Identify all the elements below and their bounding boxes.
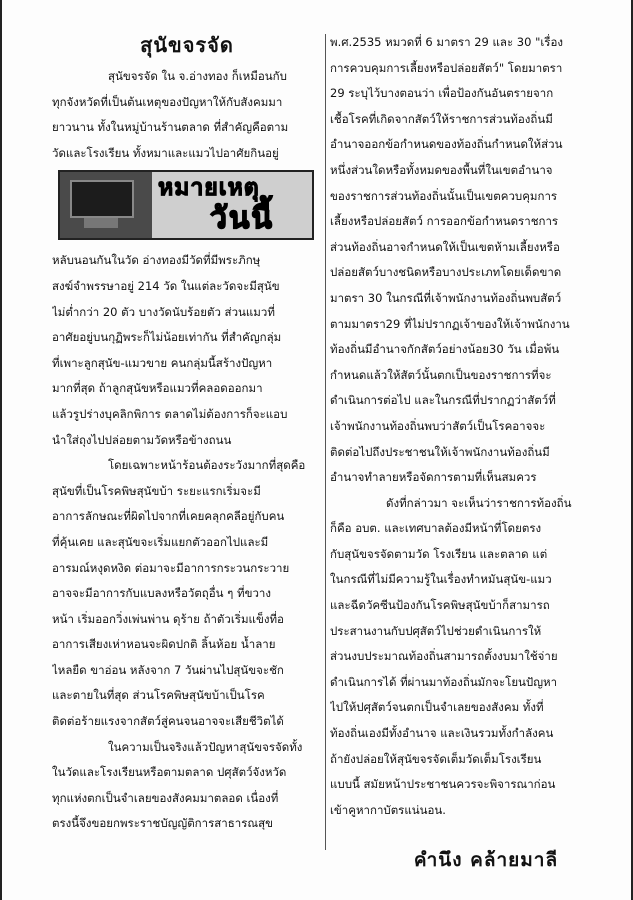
text-line: หนึ่งส่วนใดหรือทั้งหมดของพื้นที่ในเขตอำนาจ (330, 162, 553, 177)
left-bottom-paragraph (52, 453, 322, 837)
text-line: ในความเป็นจริงแล้วปัญหาสุนัขจรจัดทั้ง (108, 739, 303, 754)
text-line: ท้องถิ่นมีอำนาจกักสัตว์อย่างน้อย30 วัน เมื่อพ้น (330, 342, 560, 357)
text-line: ที่เพาะลูกสุนัข-แมวขาย คนกลุ่มนี้สร้างปัญหา (52, 355, 273, 370)
text-line: อำนาจออกข้อกำหนดของท้องถิ่นกำหนดให้ส่วน (330, 137, 563, 152)
column-title: สุนัขจรจัด (140, 33, 234, 57)
right-column (330, 30, 596, 823)
text-line: มาตรา 30 ในกรณีที่เจ้าพนักงานท้องถิ่นพบสัตว์ (330, 290, 562, 305)
text-line: ไหลยืด ขาอ่อน หลังจาก 7 วันผ่านไปสุนัขจะชัก (52, 662, 284, 677)
text-line: ก็คือ อบต. และเทศบาลต้องมีหน้าที่โดยตรง (330, 521, 542, 536)
text-line: ติดต่อร้ายแรงจากสัตว์สู่คนจนอาจจะเสียชีวิตได้ (52, 714, 284, 729)
text-line: ประสานงานกับปศุสัตว์ไปช่วยดำเนินการให้ (330, 623, 542, 638)
text-line: กำหนดแล้วให้สัตว์นั้นตกเป็นของราชการที่จะ (330, 367, 552, 382)
text-line: และตายในที่สุด ส่วนโรคพิษสุนัขบ้าเป็นโรค (52, 688, 265, 703)
text-line: ถ้ายังปล่อยให้สุนัขจรจัดเต็มวัดเต็มโรงเรียน (330, 751, 542, 766)
banner-title-line1: หมายเหตุ (158, 175, 260, 202)
left-mid-paragraph (52, 248, 322, 453)
text-line: ไม่ต่ำกว่า 20 ตัว บางวัดนับร้อยตัว ส่วนแมวที่ (52, 304, 275, 319)
right-body (330, 30, 596, 823)
text-line: ไปให้ปศุสัตว์จนตกเป็นจำเลยของสังคม ทั้งที่ (330, 700, 544, 715)
text-line: อาจจะมีอาการกับแบลงหรือวัตถุอื่น ๆ ที่ขวาง (52, 586, 271, 601)
text-line: พ.ศ.2535 หมวดที่ 6 มาตรา 29 และ 30 "เรื่อง (330, 35, 563, 49)
text-line: เจ้าพนักงานท้องถิ่นพบว่าสัตว์เป็นโรคอาจจะ (330, 418, 546, 433)
text-line: ติดต่อไปถึงประชาชนให้เจ้าพนักงานท้องถิ่นมี (330, 444, 550, 459)
text-line: ท้องถิ่นเองมีทั้งอำนาจ และเงินรวมทั้งกำลังคน (330, 726, 554, 741)
text-line: วัดและโรงเรียน ทั้งหมาและแมวไปอาศัยกินอยู่ (52, 145, 279, 160)
text-line: ตรงนี้จึงขอยกพระราชบัญญัติการสาธารณสุข (52, 816, 273, 831)
text-line: เลี้ยงหรือปล่อยสัตว์ การออกข้อกำหนดราชการ (330, 214, 559, 229)
text-line: ในกรณีที่ไม่มีความรู้ในเรื่องทำหมันสุนัข-แมว (330, 572, 552, 587)
text-line: การควบคุมการเลี้ยงหรือปล่อยสัตว์" โดยมาตรา (330, 60, 563, 75)
monitor-base (84, 218, 118, 228)
text-line: ที่คุ้นเคย และสุนัขจะเริ่มแยกตัวออกไปและมี (52, 534, 269, 549)
computer-photo (60, 172, 152, 238)
text-line: กับสุนัขจรจัดตามวัด โรงเรียน และตลาด แต่ (330, 546, 548, 561)
text-line: และฉีดวัคซีนป้องกันโรคพิษสุนัขบ้าก็สามารถ (330, 598, 550, 613)
text-line: ส่วนงบประมาณท้องถิ่นสามารถตั้งงบมาใช้จ่าย (330, 649, 558, 664)
text-line: โดยเฉพาะหน้าร้อนต้องระวังมากที่สุดคือ (108, 458, 306, 473)
column-banner (58, 170, 314, 240)
monitor-screen (70, 180, 134, 218)
text-line: เข้าคูหากาบัตรแน่นอน. (330, 802, 446, 817)
text-line: หลับนอนกันในวัด อ่างทองมีวัดที่มีพระภิกษุ (52, 253, 261, 268)
text-line: ของราชการส่วนท้องถิ่นนั้นเป็นเขตควบคุมการ (330, 188, 558, 203)
left-top-paragraph (52, 64, 322, 166)
text-line: แบบนี้ สมัยหน้าประชาชนควรจะพิจารณาก่อน (330, 777, 556, 792)
left-column (52, 30, 322, 837)
text-line: ดำเนินการได้ ที่ผ่านมาท้องถิ่นมักจะโยนปัญหา (330, 674, 558, 689)
text-line: อารมณ์หงุดหงิด ต่อมาจะมีอาการกระวนกระวาย (52, 560, 290, 575)
text-line: สงฆ์จำพรรษาอยู่ 214 วัด ในแต่ละวัดจะมีสุนัข (52, 278, 280, 293)
text-line: ทุกแห่งตกเป็นจำเลยของสังคมมาตลอด เนื่องที่ (52, 790, 279, 805)
text-line: สุนัขที่เป็นโรคพิษสุนัขบ้า ระยะแรกเริ่มจะมี (52, 483, 261, 498)
text-line: เชื้อโรคที่เกิดจากสัตว์ให้ราชการส่วนท้องถิ่นมี (330, 111, 553, 126)
text-line: มากที่สุด ถ้าลูกสุนัขหรือแมวที่คลอดออกมา (52, 381, 263, 396)
text-line: อาการลักษณะที่ผิดไปจากที่เคยคลุกคลีอยู่กับคน (52, 509, 285, 524)
banner-title-line2: วันนี้ (210, 201, 274, 237)
text-line: 29 ระบุไว้บางตอนว่า เพื่อป้องกันอันตรายจาก (330, 86, 554, 101)
text-line: หน้า เริ่มออกวิ่งเพ่นพ่าน ดุร้าย ถ้าตัวเริ่มแข็งที่อ (52, 611, 284, 626)
text-line: อาการเสียงเห่าหอนจะผิดปกติ ลิ้นห้อย น้ำลาย (52, 637, 276, 652)
text-line: นำใส่ถุงไปปล่อยตามวัดหรือข้างถนน (52, 432, 232, 447)
text-line: ปล่อยสัตว์บางชนิดหรือบางประเภทโดยเด็ดขาด (330, 265, 562, 280)
text-line: ดังที่กล่าวมา จะเห็นว่าราชการท้องถิ่น (386, 495, 572, 510)
text-line: ในวัดและโรงเรียนหรือตามตลาด ปศุสัตว์จังหวัด (52, 765, 287, 780)
text-line: ยาวนาน ทั้งในหมู่บ้านร้านตลาด ที่สำคัญคือตาม (52, 120, 289, 135)
text-line: อาศัยอยู่บนกุฏิพระก็ไม่น้อยเท่ากัน ที่สำคัญกลุ่ม (52, 330, 282, 345)
column-divider (325, 34, 326, 850)
text-line: ดำเนินการต่อไป และในกรณีที่ปรากฏว่าสัตว์ที่ (330, 393, 556, 408)
text-line: ส่วนท้องถิ่นอาจกำหนดให้เป็นเขตห้ามเลี้ยงหรือ (330, 239, 560, 254)
text-line: ทุกจังหวัดที่เป็นต้นเหตุของปัญหาให้กับสังคมมา (52, 94, 283, 109)
author-byline: คำนึง คล้ายมาลี (413, 849, 559, 871)
text-line: ตามมาตรา29 ที่ไม่ปรากฏเจ้าของให้เจ้าพนักงาน (330, 316, 570, 331)
text-line: อำนาจทำลายหรือจัดการตามที่เห็นสมควร (330, 470, 537, 485)
text-line: สุนัขจรจัด ใน จ.อ่างทอง ก็เหมือนกับ (108, 69, 287, 83)
text-line: แล้วรูปร่างบุคลิกพิการ ตลาดไม่ต้องการก็จะแอบ (52, 406, 288, 421)
